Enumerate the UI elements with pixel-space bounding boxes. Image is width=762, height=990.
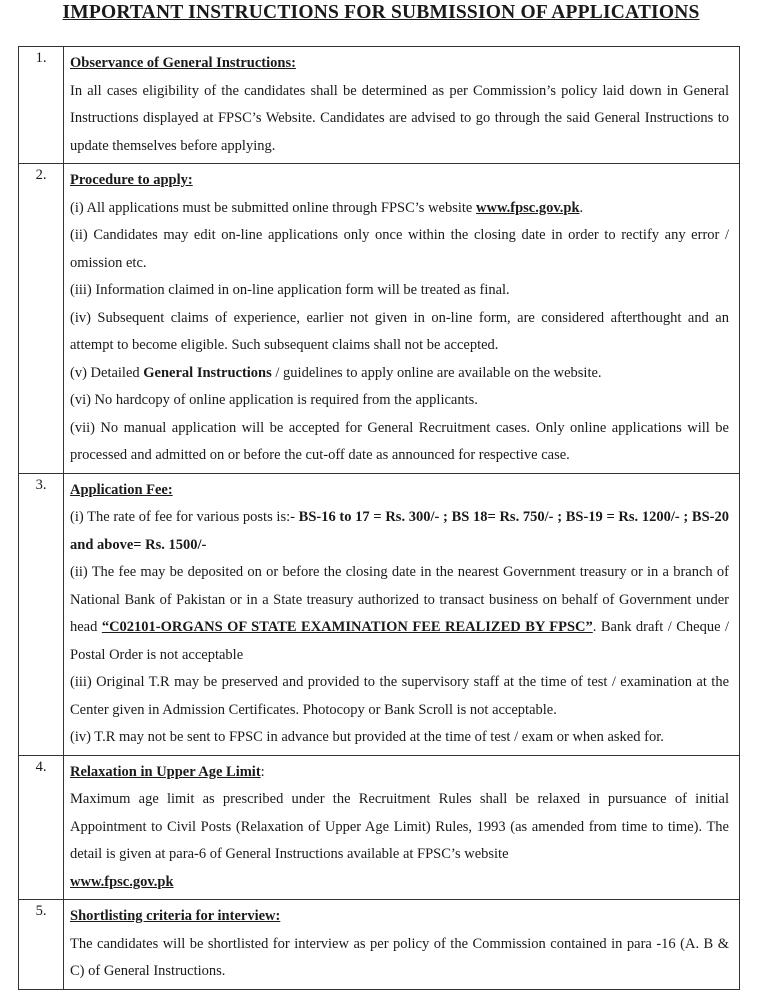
section-body — [64, 473, 740, 755]
section-number: 3. — [19, 473, 64, 755]
section-paragraph: The candidates will be shortlisted for interview as per policy of the Commission contained in para -16 (A. B & C) of General Instructions. — [70, 935, 729, 979]
section-number: 5. — [19, 900, 64, 990]
list-item: (iii) Information claimed in on-line application form will be treated as final. — [70, 282, 510, 298]
section-row-1 — [19, 47, 740, 164]
instructions-table — [18, 46, 740, 990]
section-row-2 — [19, 164, 740, 474]
section-number: 2. — [19, 164, 64, 474]
list-item: (iv) T.R may not be sent to FPSC in advance but provided at the time of test / exam or when asked for. — [70, 729, 664, 745]
website-link[interactable]: www.fpsc.gov.pk — [476, 199, 580, 216]
section-body: Relaxation in Upper Age Limit: Maximum age limit as prescribed under the Recruitment Rules shall be relaxed in pursuance of initial Appointment to Civil Posts (Relaxation of Upper Age Limit) Rules, 1993 (as amended from time to time). The detail is given at para-6 of General Instructions available at FPSC’s website www.fpsc.gov.pk — [64, 755, 740, 900]
fee-head: “C02101-ORGANS OF STATE EXAMINATION FEE REALIZED BY FPSC” — [101, 619, 593, 635]
list-item: (ii) Candidates may edit on-line applications only once within the closing date in order to rectify any error / omission etc. — [70, 227, 729, 271]
fee-rates: BS-16 to 17 = Rs. 300/- ; BS 18= Rs. 750/- ; BS-19 = Rs. 1200/- ; BS-20 and above= Rs. 1500/- — [70, 509, 729, 553]
section-heading: Procedure to apply: — [70, 172, 193, 188]
fee-item: (i) The rate of fee for various posts is:- BS-16 to 17 = Rs. 300/- ; BS 18= Rs. 750/- ; BS-19 = Rs. 1200/- ; BS-20 and above= Rs. 1500/- — [70, 509, 729, 553]
section-row-4 — [19, 755, 740, 900]
list-item: (vii) No manual application will be accepted for General Recruitment cases. Only online applications will be processed and admitted on or before the cut-off date as announced for respective case. — [70, 419, 729, 463]
section-heading: Observance of General Instructions: — [70, 55, 296, 71]
list-item: (vi) No hardcopy of online application is required from the applicants. — [70, 392, 478, 408]
section-row-3 — [19, 473, 740, 755]
section-body — [64, 47, 740, 164]
section-heading: Relaxation in Upper Age Limit — [70, 763, 261, 780]
list-item: (iv) Subsequent claims of experience, earlier not given in on-line form, are considered afterthought and an attempt to become eligible. Such subsequent claims shall not be accepted. — [70, 309, 729, 353]
list-item: (iii) Original T.R may be preserved and provided to the supervisory staff at the time of test / examination at the Center given in Admission Certificates. Photocopy or Bank Scroll is not acceptable. — [70, 674, 729, 718]
section-body — [64, 164, 740, 474]
section-number: 4. — [19, 755, 64, 900]
section-paragraph: Maximum age limit as prescribed under the Recruitment Rules shall be relaxed in pursuance of initial Appointment to Civil Posts (Relaxation of Upper Age Limit) Rules, 1993 (as amended from time to time). The detail is given at para-6 of General Instructions available at FPSC’s website — [70, 791, 729, 862]
section-body — [64, 900, 740, 990]
document-title: IMPORTANT INSTRUCTIONS FOR SUBMISSION OF APPLICATIONS — [62, 2, 700, 23]
list-item: (ii) The fee may be deposited on or before the closing date in the nearest Government treasury or in a branch of National Bank of Pakistan or in a State treasury authorized to transact business on behalf of Government under head “C02101-ORGANS OF STATE EXAMINATION FEE REALIZED BY FPSC”. Bank draft / Cheque / Postal Order is not acceptable — [70, 564, 729, 663]
list-item: (v) Detailed General Instructions / guidelines to apply online are available on the website. — [70, 364, 602, 381]
section-paragraph: In all cases eligibility of the candidates shall be determined as per Commission’s policy laid down in General Instructions displayed at FPSC’s Website. Candidates are advised to go through the said General Instructions to update themselves before applying. — [70, 82, 729, 154]
section-heading: Application Fee: — [70, 481, 173, 498]
list-item: (i) All applications must be submitted online through FPSC’s website www.fpsc.gov.pk. — [70, 199, 584, 216]
bold-phrase: General Instructions — [143, 364, 272, 381]
section-heading: Shortlisting criteria for interview: — [70, 908, 281, 924]
section-number: 1. — [19, 47, 64, 164]
website-link[interactable]: www.fpsc.gov.pk — [70, 873, 174, 890]
section-row-5 — [19, 900, 740, 990]
